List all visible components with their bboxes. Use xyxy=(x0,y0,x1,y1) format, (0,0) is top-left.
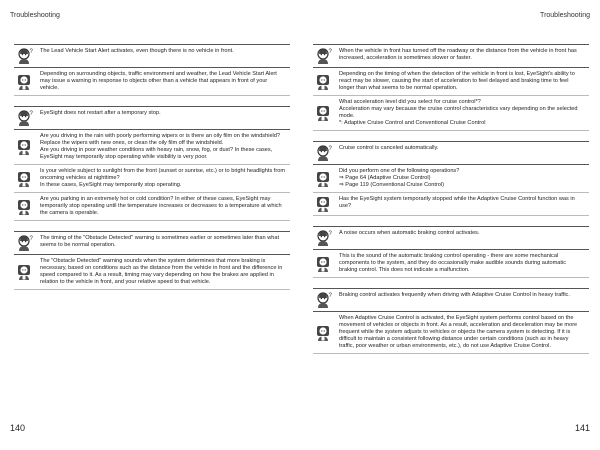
troubleshoot-group xyxy=(313,226,589,278)
question-person-icon xyxy=(313,289,335,311)
answer-paragraph: *: Adaptive Cruise Control and Conventional Cruise Control xyxy=(339,120,486,126)
answer-agent-icon xyxy=(313,68,335,95)
answer-paragraph: Are you driving in poor weather conditions with heavy rain, snow, fog, or dust? In these cases, EyeSight may temporarily stop operating while visibility is very poor. xyxy=(40,147,273,160)
problem-row xyxy=(14,45,290,68)
running-header-right: Troubleshooting xyxy=(540,12,590,19)
page-number-right: 141 xyxy=(574,423,590,433)
answer-agent-icon xyxy=(313,96,335,130)
answer-paragraph: In these cases, EyeSight may temporarily stop operating. xyxy=(40,182,182,188)
answer-text xyxy=(36,255,290,289)
question-person-icon xyxy=(313,45,335,67)
question-person-icon xyxy=(14,232,36,254)
problem-text xyxy=(335,142,589,164)
problem-row xyxy=(313,142,589,165)
problem-paragraph: A noise occurs when automatic braking control activates. xyxy=(339,230,480,236)
answer-text xyxy=(335,312,589,353)
question-person-icon xyxy=(14,45,36,67)
answer-text xyxy=(335,193,589,215)
svg-text:?: ? xyxy=(328,146,332,152)
answer-paragraph: ⇒ Page 64 (Adaptive Cruise Control) xyxy=(339,175,431,181)
answer-paragraph: Are you parking in an extremely hot or cold condition? In either of these cases, EyeSight may temporarily stop operating until the temperature increases or decreases to a temperature at which the camera is operable. xyxy=(40,196,282,216)
problem-text xyxy=(335,289,589,311)
answer-paragraph: This is the sound of the automatic braking control operating - there are some mechanical components to the system, and they do occasionally make audible sounds during automatic braking control. This does not indicate a malfunction. xyxy=(339,253,566,273)
answer-row xyxy=(313,96,589,131)
troubleshoot-group xyxy=(313,141,589,216)
problem-text xyxy=(335,227,589,249)
problem-paragraph: Cruise control is canceled automatically. xyxy=(339,145,439,151)
answer-paragraph: Is your vehicle subject to sunlight from the front (sunset or sunrise, etc.) or to bright headlights from oncoming vehicles at nighttime? xyxy=(40,168,285,181)
answer-agent-icon xyxy=(14,130,36,164)
answer-row xyxy=(14,68,290,96)
problem-row xyxy=(313,45,589,68)
answer-text xyxy=(36,68,290,95)
answer-text xyxy=(36,130,290,164)
troubleshoot-group xyxy=(14,106,290,221)
answer-agent-icon xyxy=(14,193,36,220)
answer-row xyxy=(14,165,290,193)
answer-paragraph: Are you driving in the rain with poorly performing wipers or is there an oily film on the windshield? xyxy=(40,133,281,139)
problem-row xyxy=(14,107,290,130)
problem-row xyxy=(313,289,589,312)
answer-text xyxy=(36,193,290,220)
svg-text:?: ? xyxy=(29,236,33,242)
answer-agent-icon xyxy=(14,68,36,95)
answer-paragraph: Replace the wipers with new ones, or clean the oily film off the windshield. xyxy=(40,140,224,146)
troubleshoot-group xyxy=(14,44,290,96)
svg-text:?: ? xyxy=(29,49,33,55)
troubleshoot-group xyxy=(313,288,589,354)
right-column xyxy=(313,44,589,364)
answer-text xyxy=(335,250,589,277)
question-person-icon xyxy=(313,227,335,249)
answer-paragraph: Depending on the timing of when the detection of the vehicle in front is lost, EyeSight's ability to react may be slower, causing the start of acceleration to feel delayed and braking time to feel longer than what seems to be normal operation. xyxy=(339,71,575,91)
answer-row xyxy=(14,130,290,165)
question-person-icon xyxy=(14,107,36,129)
question-person-icon xyxy=(313,142,335,164)
troubleshoot-group xyxy=(313,44,589,131)
answer-agent-icon xyxy=(14,165,36,192)
problem-row xyxy=(14,232,290,255)
answer-text xyxy=(335,165,589,192)
problem-text xyxy=(36,232,290,254)
answer-row xyxy=(14,193,290,221)
svg-text:?: ? xyxy=(328,49,332,55)
answer-row xyxy=(313,68,589,96)
answer-paragraph: The "Obstacle Detected" warning sounds when the system determines that more braking is necessary, based on conditions such as the distance from the vehicle in front and the difference in speed compared to it. As a result, timing may vary depending on how the brakes are applied in relation to the vehicle in front, and your relative speed to that vehicle. xyxy=(40,258,283,285)
answer-paragraph: What acceleration level did you select for cruise control*? xyxy=(339,99,481,105)
answer-agent-icon xyxy=(313,165,335,192)
problem-row xyxy=(313,227,589,250)
answer-agent-icon xyxy=(313,193,335,215)
troubleshoot-group xyxy=(14,231,290,290)
problem-text xyxy=(36,107,290,129)
svg-text:?: ? xyxy=(29,111,33,117)
problem-paragraph: Braking control activates frequently when driving with Adaptive Cruise Control in heavy traffic. xyxy=(339,292,570,298)
answer-row xyxy=(313,250,589,278)
answer-paragraph: When Adaptive Cruise Control is activated, the EyeSight system performs control based on the movement of vehicles or objects in front. As a result, acceleration and deceleration may be more frequent while the system adjusts to vehicles or objects the camera system is detecting. If it is difficult to maintain a consistent following distance under certain conditions (such as in heavy traffic, poor weather or urban environments, etc.), do not use Adaptive Cruise Control. xyxy=(339,315,578,349)
page-number-left: 140 xyxy=(10,423,26,433)
svg-text:?: ? xyxy=(328,231,332,237)
problem-text xyxy=(335,45,589,67)
problem-text xyxy=(36,45,290,67)
answer-agent-icon xyxy=(313,250,335,277)
answer-paragraph: Has the EyeSight system temporarily stopped while the Adaptive Cruise Control function was in use? xyxy=(339,196,575,209)
answer-agent-icon xyxy=(313,312,335,353)
answer-text xyxy=(36,165,290,192)
problem-paragraph: The Lead Vehicle Start Alert activates, even though there is no vehicle in front. xyxy=(40,48,234,54)
answer-paragraph: ⇒ Page 119 (Conventional Cruise Control) xyxy=(339,182,445,188)
answer-agent-icon xyxy=(14,255,36,289)
answer-text xyxy=(335,68,589,95)
answer-row xyxy=(313,165,589,193)
answer-row xyxy=(14,255,290,290)
running-header-left: Troubleshooting xyxy=(10,12,60,19)
answer-row xyxy=(313,193,589,216)
problem-paragraph: EyeSight does not restart after a temporary stop. xyxy=(40,110,161,116)
answer-paragraph: Depending on surrounding objects, traffic environment and weather, the Lead Vehicle Start Alert may issue a warning in response to objects other than a vehicle that appears in front of your vehicle. xyxy=(40,71,277,91)
svg-text:?: ? xyxy=(328,293,332,299)
answer-row xyxy=(313,312,589,354)
problem-paragraph: The timing of the "Obstacle Detected" warning is sometimes earlier or sometimes later than what seems to be normal operation. xyxy=(40,235,280,248)
answer-paragraph: Did you perform one of the following operations? xyxy=(339,168,460,174)
problem-paragraph: When the vehicle in front has turned off the roadway or the distance from the vehicle in front has increased, acceleration is sometimes slower or faster. xyxy=(339,48,577,61)
answer-text xyxy=(335,96,589,130)
answer-paragraph: Acceleration may vary because the cruise control characteristics vary depending on the selected mode. xyxy=(339,106,578,119)
left-column xyxy=(14,44,290,300)
